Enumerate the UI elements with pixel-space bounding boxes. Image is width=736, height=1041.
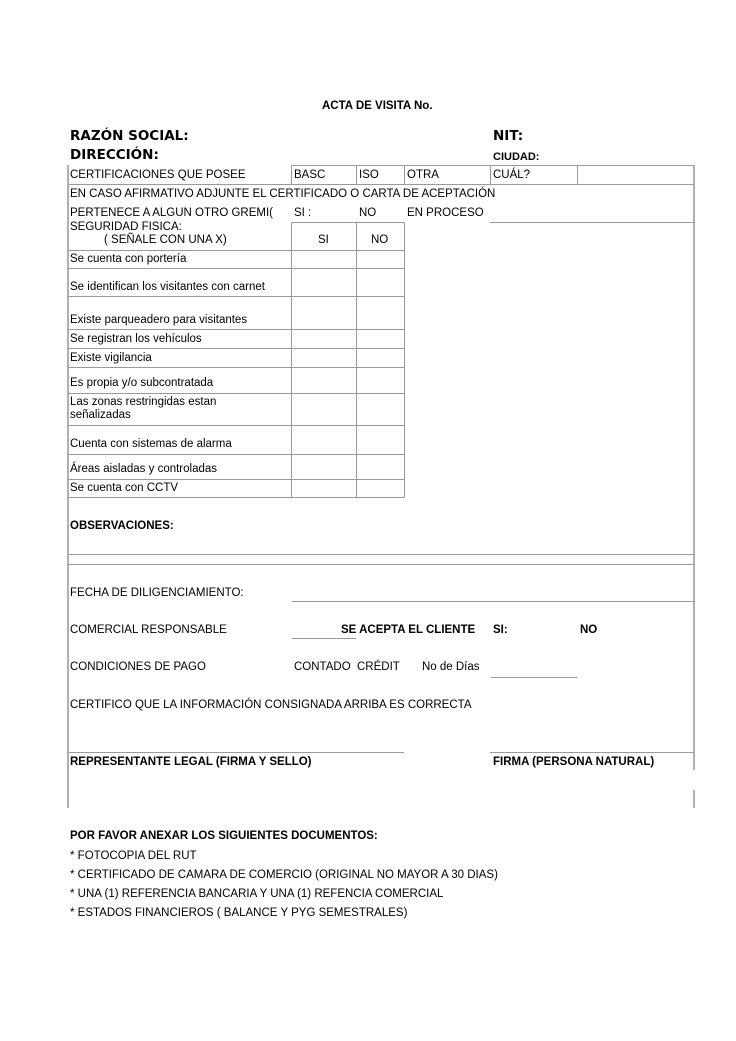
cert-divider [404,165,405,184]
seguridad-title: SEGURIDAD FISICA: [70,221,182,233]
anexo-item: * ESTADOS FINANCIEROS ( BALANCE Y PYG SEMESTRALES) [70,907,408,919]
razon-social-label: RAZÓN SOCIAL: [70,128,189,144]
seg-item-alarma: Cuenta con sistemas de alarma [70,438,232,450]
pago-label: CONDICIONES DE PAGO [70,661,206,673]
row-line [68,329,405,330]
anexo-item: * UNA (1) REFERENCIA BANCARIA Y UNA (1) REFENCIA COMERCIAL [70,888,444,900]
seg-item-cctv: Se cuenta con CCTV [70,482,179,494]
pago-dias-label: No de Días [422,661,480,673]
ciudad-label: CIUDAD: [493,151,540,163]
gremio-line [490,222,694,223]
row-line [68,250,405,251]
row-line [68,479,405,480]
seg-item-propia: Es propia y/o subcontratada [70,377,214,389]
row-line [68,425,405,426]
firma-nat-line[interactable] [490,752,694,753]
row-line [68,268,405,269]
seg-item-carnet: Se identifican los visitantes con carnet [70,281,265,293]
gremio-proceso[interactable]: EN PROCESO [407,207,484,219]
seg-item-parqueadero: Existe parqueadero para visitantes [70,314,248,326]
seg-item-zonas: Las zonas restringidas estan señalizadas [70,396,217,421]
pago-credito[interactable]: CRÉDIT [357,661,400,673]
adjunte-text: EN CASO AFIRMATIVO ADJUNTE EL CERTIFICADO O CARTA DE ACEPTACIÓN [70,188,496,200]
acepta-no[interactable]: NO [580,624,598,636]
cert-option-iso[interactable]: ISO [359,169,379,181]
gremio-label: PERTENECE A ALGÚN OTRO GREMI( [70,207,273,219]
comercial-input-line[interactable] [292,638,356,639]
seg-item-porteria: Se cuenta con portería [70,253,187,265]
seg-col-line [404,222,405,498]
row-line [68,348,405,349]
pago-dias-input-line[interactable] [491,677,577,678]
form-left-border [67,165,69,808]
row-line [68,367,405,368]
col-si-header: SI [318,234,329,246]
gremio-no[interactable]: NO [359,207,377,219]
cert-option-basc[interactable]: BASC [294,169,326,181]
observaciones-label: OBSERVACIONES: [70,520,174,532]
seg-col-line [291,222,292,498]
fecha-input-line[interactable] [292,601,694,602]
gremio-si[interactable]: SI : [294,207,312,219]
fecha-label: FECHA DE DILIGENCIAMIENTO: [70,587,244,599]
acepta-si[interactable]: SI: [493,624,508,636]
cert-bottom-line [68,184,694,185]
obs-line [68,554,694,555]
pago-contado[interactable]: CONTADO [294,661,351,673]
row-line [68,497,405,498]
firma-rep-line[interactable] [68,752,404,753]
cert-cual-input[interactable] [580,166,692,183]
anexo-item: * FOTOCOPIA DEL RUT [70,850,197,862]
certificaciones-label: CERTIFICACIONES QUE POSEE [70,169,246,181]
nit-label: NIT: [493,128,524,144]
seg-item-vigilancia: Existe vigilancia [70,352,152,364]
seg-col-line [356,222,357,498]
col-no-header: NO [371,234,389,246]
anexo-item: * CERTIFICADO DE CAMARA DE COMERCIO (ORIGINAL NO MAYOR A 30 DIAS) [70,869,498,881]
cert-option-otra[interactable]: OTRA [407,169,439,181]
cert-option-cual: CUÁL? [493,169,531,181]
row-line [68,454,405,455]
anexos-title: POR FAVOR ANEXAR LOS SIGUIENTES DOCUMENTOS: [70,830,378,842]
form-right-border-bottom [693,790,695,808]
seguridad-subtitle: ( SEÑALE CON UNA X) [104,234,227,246]
obs-line [68,564,694,565]
page-title: ACTA DE VISITA No. [322,100,433,112]
cert-divider [291,165,292,184]
cert-divider [490,165,491,184]
acepta-label: SE ACEPTA EL CLIENTE [341,624,476,636]
row-line [68,393,405,394]
firma-nat-label: FIRMA (PERSONA NATURAL) [493,756,655,768]
seg-top-line [291,222,405,223]
certifico-text: CERTIFICO QUE LA INFORMACIÓN CONSIGNADA ARRIBA ES CORRECTA [70,699,472,711]
row-line [68,296,405,297]
direccion-label: DIRECCIÓN: [70,147,159,163]
cert-divider [577,165,578,184]
cert-divider [356,165,357,184]
comercial-label: COMERCIAL RESPONSABLE [70,624,227,636]
seg-item-areas: Áreas aisladas y controladas [70,463,218,475]
seg-item-vehiculos: Se registran los vehículos [70,333,202,345]
form-right-border [693,165,695,770]
firma-rep-label: REPRESENTANTE LEGAL (FIRMA Y SELLO) [70,756,312,768]
